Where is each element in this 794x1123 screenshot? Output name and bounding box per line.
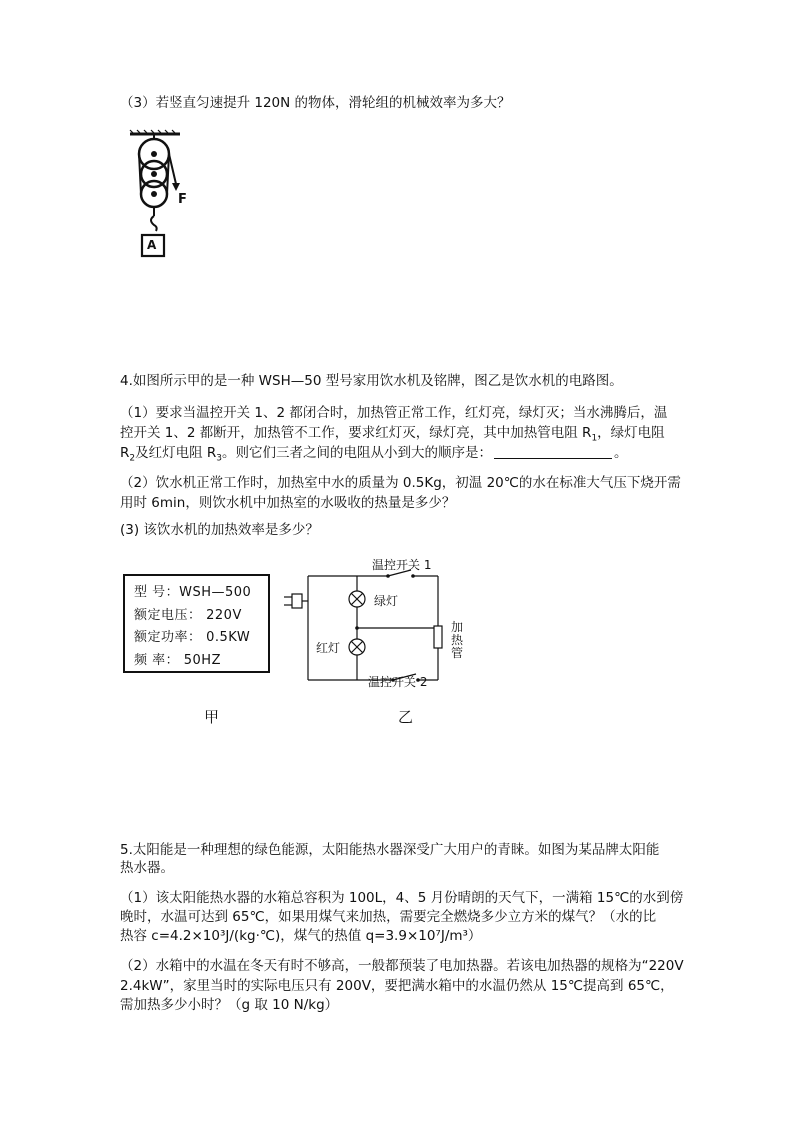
q5-intro-line2: 热水器。 (120, 860, 174, 876)
nameplate-power: 额定功率： 0.5KW (134, 630, 251, 645)
q5-part2-line1: （2）水箱中的水温在冬天有时不够高，一般都预装了电加热器。若该电加热器的规格为“220V (120, 958, 684, 974)
switch2-label: 温控开关 2 (368, 675, 428, 689)
q5-part2-line3: 需加热多少小时？（g 取 10 N/kg） (120, 997, 339, 1013)
force-label: F (178, 192, 187, 207)
q5-intro-line1: 5.太阳能是一种理想的绿色能源，太阳能热水器深受广大用户的青睐。如图为某品牌太阳能 (120, 842, 660, 858)
q4-part1-line3-mid: 及红灯电阻 R (135, 445, 217, 461)
q4-part1-line2-text: 控开关 1、2 都断开，加热管不工作，要求红灯灭，绿灯亮，其中加热管电阻 R (120, 425, 592, 441)
nameplate-voltage: 额定电压： 220V (134, 607, 242, 623)
subscript: 1 (591, 433, 598, 444)
circuit-diagram (278, 560, 468, 690)
figure-label-jia: 甲 (204, 708, 220, 726)
green-lamp-label: 绿灯 (374, 594, 399, 608)
q5-part1-line1: （1）该太阳能热水器的水箱总容积为 100L，4、5 月份晴朗的天气下，一满箱 15℃的水到傍 (120, 890, 684, 906)
q5-part1-line2: 晚时，水温可达到 65℃，如果用煤气来加热，需要完全燃烧多少立方米的煤气？（水的比 (120, 909, 657, 925)
heater-label (451, 621, 465, 660)
q5-part1-line3: 热容 c=4.2×10³J/(kg·℃)，煤气的热值 q=3.9×10⁷J/m³） (120, 928, 482, 944)
q4-r2-symbol: R (120, 445, 130, 461)
q4-part2-line1: （2）饮水机正常工作时，加热室中水的质量为 0.5Kg，初温 20℃的水在标准大气压下烧开需 (120, 475, 681, 491)
red-lamp-label: 红灯 (316, 641, 341, 655)
q4-part1-line1: （1）要求当温控开关 1、2 都闭合时，加热管正常工作，红灯亮，绿灯灭；当水沸腾后，温 (120, 405, 668, 421)
nameplate-box (123, 574, 270, 673)
subscript: 3 (216, 453, 223, 464)
block-label: A (147, 238, 157, 252)
heater-char-2: 热 (451, 633, 464, 647)
heater-char-1: 加 (451, 620, 464, 634)
q4-part1-line2-tail: ，绿灯电阻 (597, 425, 665, 441)
subscript: 2 (129, 453, 136, 464)
q4-part3: (3) 该饮水机的加热效率是多少？ (120, 522, 319, 538)
q5-part2-line2: 2.4kW”，家里当时的实际电压只有 200V，要把满水箱中的水温仍然从 15℃提高到 65℃， (120, 978, 674, 994)
answer-blank[interactable] (494, 444, 612, 459)
heater-char-3: 管 (451, 646, 464, 660)
nameplate-model: 型 号：WSH—500 (134, 585, 252, 600)
figure-label-yi: 乙 (398, 708, 414, 726)
nameplate-frequency: 频 率： 50HZ (134, 652, 221, 668)
switch1-label: 温控开关 1 (372, 558, 432, 572)
q4-part1-line3-end: 。 (614, 445, 628, 461)
q4-part2-line2: 用时 6min，则饮水机中加热室的水吸收的热量是多少？ (120, 495, 456, 511)
q4-part1-line3-text: 。则它们三者之间的电阻从小到大的顺序是： (222, 445, 493, 461)
pulley-diagram (124, 128, 204, 260)
q4-intro: 4.如图所示甲的是一种 WSH—50 型号家用饮水机及铭牌，图乙是饮水机的电路图。 (120, 373, 623, 389)
q4-part1-line3 (120, 443, 628, 469)
q3-item3-text: （3）若竖直匀速提升 120N 的物体，滑轮组的机械效率为多大？ (120, 95, 511, 111)
